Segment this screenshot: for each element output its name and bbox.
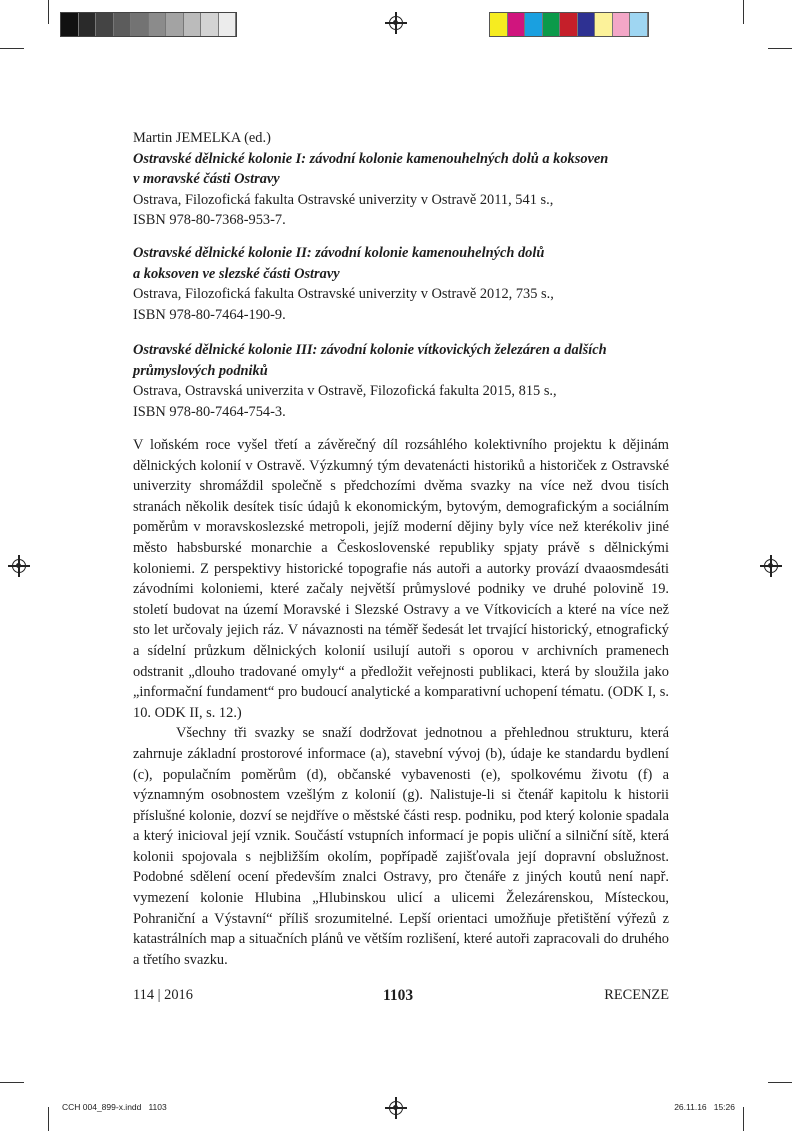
slug-filename: CCH 004_899-x.indd 1103 (62, 1102, 167, 1112)
book-title-line: průmyslových podniků (133, 362, 268, 379)
registration-mark-top-icon (389, 16, 403, 30)
book-title-line: Ostravské dělnické kolonie II: závodní kolonie kamenouhelných dolů (133, 245, 545, 261)
gray-swatch (114, 13, 132, 36)
book-entry-1 (133, 128, 669, 231)
book-title-line: Ostravské dělnické kolonie III: závodní kolonie vítkovických železáren a dalších (133, 342, 607, 358)
color-swatch (560, 13, 578, 36)
color-swatch (595, 13, 613, 36)
book-title-line: Ostravské dělnické kolonie I: závodní kolonie kamenouhelných dolů a koksoven (133, 150, 609, 167)
gray-swatch (219, 13, 237, 36)
crop-mark (768, 1082, 792, 1083)
book-isbn: ISBN 978-80-7464-190-9. (133, 306, 286, 323)
crop-mark (743, 0, 744, 24)
registration-mark-right-icon (764, 559, 778, 573)
gray-swatch (96, 13, 114, 36)
gray-swatch (184, 13, 202, 36)
crop-mark (48, 1107, 49, 1131)
book-entry-2 (133, 243, 669, 325)
color-swatch (613, 13, 631, 36)
registration-mark-bottom-icon (389, 1101, 403, 1115)
book-entry-3 (133, 340, 669, 422)
paragraph: Všechny tři svazky se snaží dodržovat jednotnou a přehlednou strukturu, která zahrnuje základní prostorové informace (a), stavební vývoj (b), údaje ke standardu bydlení (c), populačním poměrům (d), občanské vybavenosti (e), spolkovému životu (f) a významným osobnostem vzešlým z kolonií (g). Nalistuje-li si čtenář kapitolu k historii příslušné kolonie, dozví se nejdříve o městské části resp. podniku, pod který kolonie spadala a který inicioval její vznik. Součástí vstupních informací je popis uliční a silniční sítě, která kolonii spojovala s nejbližším okolím, popřípadě zajišťovala její dopravní obslužnost. Podobné sdělení ocení především znalci Ostravy, pro čtenáře z jiných koutů není např. vymezení kolonie Hlubina „Hlubinskou ulicí a ulicemi Železárenskou, Místeckou, Pohraniční a Výstavní“ příliš srozumitelné. Lepší orientaci umožňuje přetištění výřezů z katastrálních map a situačních plánů ve větším rozlišení, které autoři zapracovali do druhého a třetího svazku. (133, 725, 669, 968)
page-number: 1103 (383, 987, 414, 1004)
book-publisher: Ostrava, Ostravská univerzita v Ostravě, Filozofická fakulta 2015, 815 s., (133, 383, 557, 400)
crop-mark (0, 1082, 24, 1083)
section-label: RECENZE (604, 987, 669, 1003)
grayscale-bar (60, 12, 237, 37)
gray-swatch (131, 13, 149, 36)
color-swatch (543, 13, 561, 36)
color-swatch (630, 13, 648, 36)
gray-swatch (166, 13, 184, 36)
gray-swatch (61, 13, 79, 36)
color-swatch (490, 13, 508, 36)
color-bar (489, 12, 649, 37)
book-title-line: a koksoven ve slezské části Ostravy (133, 265, 340, 282)
gray-swatch (79, 13, 97, 36)
registration-mark-left-icon (12, 559, 26, 573)
book-publisher: Ostrava, Filozofická fakulta Ostravské univerzity v Ostravě 2011, 541 s., (133, 191, 554, 208)
color-swatch (578, 13, 596, 36)
paragraph: V loňském roce vyšel třetí a závěrečný díl rozsáhlého kolektivního projektu k dějinám dělnických kolonií v Ostravě. Výzkumný tým devatenácti historiků a historiček z Ostravské univerzity shromáždil společně s předchozími dvěma svazky na více než dvou tisích stranách několik desítek tisíc údajů k ekonomickým, bytovým, demografickým a sociálním poměrům v moravskoslezské metropoli, jejíž moderní dějiny byly více než kterékoliv jiné město habsburské monarchie a Československé republiky spjaty právě s dělnickými koloniemi. Z perspektivy historické topografie nás autoři a autorky provází dvaaosmdesáti závodními koloniemi, které začaly největší průmyslové podniky ve druhé polovině 19. století budovat na území Moravské i Slezské Ostravy a ve Vítkovicích a které na více než sto let určovaly jejich ráz. V návaznosti na téměř šedesát let trvající historický, etnografický a sídelní průzkum dělnických kolonií usilují autoři s oporou v archivních pramenech odstranit „dlouho tradované omyly“ a předložit veřejnosti publikaci, která by sloužila jako „informační fundament“ pro budoucí analytické a komparativní uchopení tématu. (ODK I, s. 10. ODK II, s. 12.) (133, 437, 669, 721)
slug-date: 26.11.16 15:26 (674, 1102, 735, 1112)
book-title-line: v moravské části Ostravy (133, 171, 280, 188)
color-swatch (525, 13, 543, 36)
crop-mark (743, 1107, 744, 1131)
review-body (133, 435, 669, 970)
book-publisher: Ostrava, Filozofická fakulta Ostravské univerzity v Ostravě 2012, 735 s., (133, 286, 554, 303)
book-isbn: ISBN 978-80-7464-754-3. (133, 403, 286, 420)
issue-number: 114 | 2016 (133, 987, 193, 1003)
crop-mark (48, 0, 49, 24)
crop-mark (0, 48, 24, 49)
book-isbn: ISBN 978-80-7368-953-7. (133, 212, 286, 229)
color-swatch (508, 13, 526, 36)
crop-mark (768, 48, 792, 49)
book-author: Martin JEMELKA (ed.) (133, 130, 271, 146)
gray-swatch (201, 13, 219, 36)
gray-swatch (149, 13, 167, 36)
